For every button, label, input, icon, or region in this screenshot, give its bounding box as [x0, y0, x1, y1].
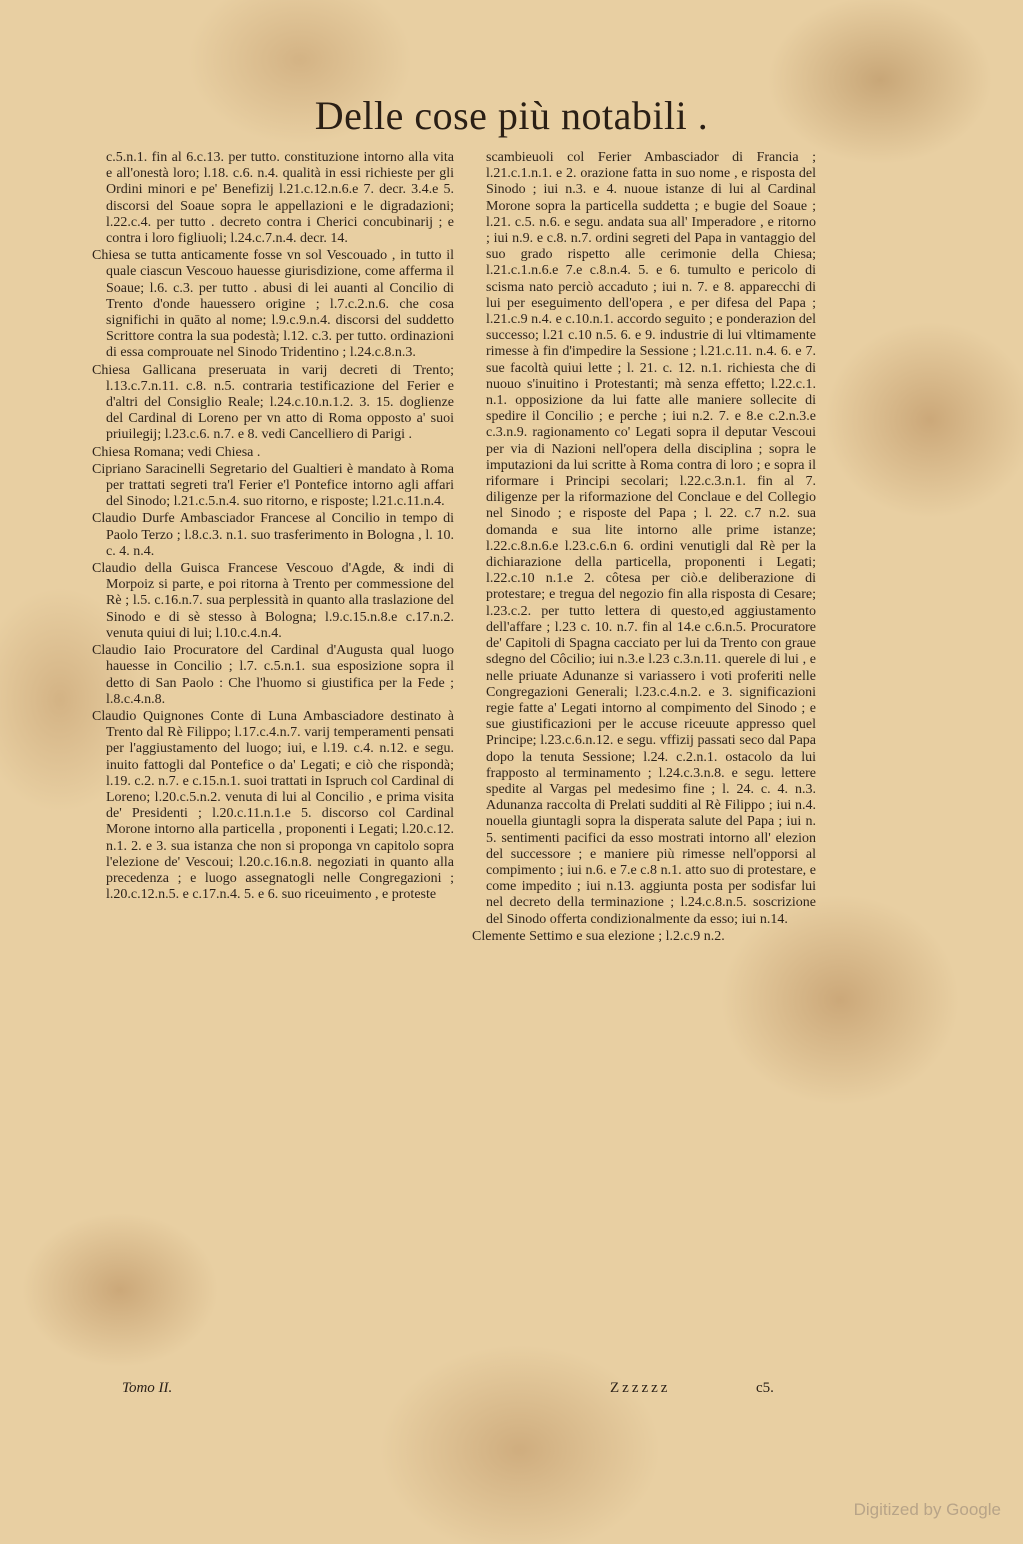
digitization-watermark: Digitized by Google: [853, 1500, 1001, 1519]
right-column: [472, 150, 816, 946]
index-entry: Claudio Durfe Ambasciador Francese al Concilio in tempo di Paolo Terzo ; l.8.c.3. n.1. suo trasferimento in Bologna , l. 10. c. 4. n.4.: [92, 511, 454, 559]
volume-label: Tomo II.: [122, 1380, 173, 1396]
catchword: c5.: [756, 1380, 774, 1396]
index-entry: Clemente Settimo e sua elezione ; l.2.c.9 n.2.: [472, 928, 725, 944]
index-entry: Claudio Iaio Procuratore del Cardinal d'Augusta qual luogo hauesse in Concilio ; l.7. c.5.n.1. sua esposizione sopra il detto di San Paolo : Che l'huomo si giustifica per la Fede ; l.8.c.4.n.8.: [92, 643, 454, 707]
index-entry: Chiesa Romana; vedi Chiesa .: [92, 444, 261, 460]
index-entry: c.5.n.1. fin al 6.c.13. per tutto. constituzione intorno alla vita e all'onestà loro; l.18. c.6. n.4. qualità in essi richieste per gli Ordini minori e pe' Benefizij l.21.c.12.n.6.e 7. decr. 3.4.e 5. discorsi del Soaue sopra le appellazioni e le digradazioni; l.22.c.4. per tutto . decreto contra i Cherici concubinarij ; e contra i loro figliuoli; l.24.c.7.n.4. decr. 14.: [106, 150, 454, 247]
page-header-title: Delle cose più notabili .: [314, 93, 709, 138]
left-column: [92, 150, 454, 904]
index-entry: scambieuoli col Ferier Ambasciador di Francia ; l.21.c.1.n.1. e 2. orazione fatta in suo nome , e risposta del Sinodo ; iui n.3. e 4. nuoue istanze di lui al Cardinal Morone sopra la particella suddetta ; e bugie del Soaue ; l.21. c.5. n.6. e segu. andata sua all' Imperadore , e ritorno ; iui n.9. e c.8. n.7. ordini segreti del Papa in vantaggio del suo grado rispetto alle cerimonie della Chiesa; l.21.c.1.n.6.e 7.e c.8.n.4. 5. e 6. tumulto e pericolo di scisma nato perciò accaduto ; iui n. 7. e 8. apparecchi di lui per eseguimento dell'opera , e per difesa del Papa ; l.21.c.9 n.4. e c.10.n.1. accordo seguito ; e ponderazion del successo; l.21 c.10 n.5. 6. e 9. industrie di lui vltimamente rimesse à fin d'impedire la Sessione ; l.21.c.11. n.4. 6. e 7. sue facoltà quiui lette ; l. 21. c. 12. n.1. richiesta che di nuouo s'inuitino i Protestanti; mà senza effetto; l.22.c.1. n.1. opposizione da lui fatte alle maniere sollecite di spedire il Concilio ; e perche ; iui n.2. 7. e 8.e c.2.n.3.e c.3.n.9. ragionamento co' Legati sopra il deputar Vescoui per via di Nazioni nell'opera della disciplina ; sopra le imputazioni da lui scritte à Roma contra di loro ; e sopra il riformare i Principi secolari; l.22.c.3.n.1. fin al 7. diligenze per la riformazione del Conclaue e del Collegio nel Sinodo ; e risposte del Papa ; l. 22. c.7 n.2. sua domanda e sua lite intorno alle prime istanze; l.22.c.8.n.6.e l.23.c.6.n 6. ordini venutigli dal Rè per la dichiarazione della particella, proponenti i Legati; l.22.c.10 n.1.e 2. côtesa per ciò.e deliberazione di protestare; e tregua del negozio fin alla risposta di Cesare; l.23.c.2. per tutto lettera di questo,ed aggiustamento dell'affare ; l.23 c. 10. n.7. fin al 14.e c.6.n.5. Procuratore de' Capitoli di Spagna cacciato per lui da Trento con graue sdegno del Côcilio; iui n.3.e l.23 c.3.n.11. querele di lui , e nelle priuate Adunanze si variassero i voti proferiti nelle Congregazioni Generali; l.23.c.4.n.2. e 3. significazioni regie fatte a' Legati intorno al compimento del Sinodo ; e sue giustificazioni per le accuse riceuute appresso quel Principe; l.23.c.6.n.12. e segu. vffizij passati seco dal Papa dopo la tenuta Sessione; l.24. c.2.n.1. ostacolo da lui frapposto al terminamento ; l.24.c.3.n.8. e segu. lettere spedite al Vargas pel medesimo fine ; l. 24. c. 4. n.3. Adunanza raccolta di Prelati sudditi al Rè Filippo ; iui n.4. nouella giuntagli sopra la disperata salute del Papa ; iui n. 5. sentimenti pacifici da esso mostrati intorno all' elezion del successore ; e maniere più rimesse nell'opporsi al compimento ; iui n.6. e 7.e c.8 n.1. atto suo di protestare, e come impedito ; iui n.13. aggiunta posta per sodisfar lui nel decreto della terminazione ; l.24.c.8.n.5. soscrizione del Sinodo offerta condizionalmente da esso; iui n.14.: [486, 150, 816, 927]
index-entry: Claudio Quignones Conte di Luna Ambasciadore destinato à Trento dal Rè Filippo; l.17.c.4.n.7. varij temperamenti pensati per l'aggiustamento del luogo; iui, e l.19. c.4. n.12. e segu. inuito fattogli dal Pontefice o da' Legati; e ciò che rispondà; l.19. c.2. n.7. e c.15.n.1. suoi trattati in Ispruch col Cardinal di Loreno; l.20.c.5.n.2. venuta di lui al Concilio , e prima visita de' Presidenti ; l.20.c.11.n.1.e 5. discorso col Cardinal Morone intorno alla particella , proponenti i Legati; l.20.c.12. n.1. 2. e 3. sua istanza che non si proponga vn capitolo sopra l'elezione de' Vescoui; l.20.c.16.n.8. negoziati in quanto alla precedenza ; e luogo assegnatogli nelle Congregazioni ; l.20.c.12.n.5. e c.17.n.4. 5. e 6. suo riceuimento , e proteste: [92, 708, 454, 903]
index-entry: Claudio della Guisca Francese Vescouo d'Agde, & indi di Morpoiz si parte, e poi ritorna à Trento per commessione del Rè ; l.5. c.16.n.7. sua perplessità in quanto alla traslazione del Sinodo e di sè stesso à Bologna; l.9.c.15.n.8.e c.17.n.2. venuta quiui di lui; l.10.c.4.n.4.: [92, 561, 454, 641]
index-entry: Cipriano Saracinelli Segretario del Gualtieri è mandato à Roma per trattati segreti tra'l Ferier e'l Pontefice intorno agli affari del Sinodo; l.21.c.5.n.4. suo ritorno, e risposte; l.21.c.11.n.4.: [92, 461, 454, 510]
signature-mark: Zzzzzz: [610, 1380, 671, 1396]
index-entry: Chiesa se tutta anticamente fosse vn sol Vescouado , in tutto il quale ciascun Vescouo hauesse giurisdizione, come afferma il Soaue; l.6. c.3. per tutto . abusi di lei auanti al Concilio di Trento d'onde hauessero origine ; l.7.c.2.n.6. che cosa significhi in quāto al nome; l.9.c.9.n.4. discorsi del suddetto Scrittore contra la sua podestà; l.12. c.3. per tutto. ordinazioni di essa comprouate nel Sinodo Tridentino ; l.24.c.8.n.3.: [92, 248, 454, 361]
index-entry: Chiesa Gallicana preseruata in varij decreti di Trento; l.13.c.7.n.11. c.8. n.5. contraria testificazione del Ferier e d'altri del Consiglio Reale; l.24.c.10.n.1.2. 3. 15. doglienze del Cardinal di Loreno per vn atto di Roma opposto a' suoi priuilegij; l.23.c.6. n.7. e 8. vedi Cancelliero di Parigi .: [92, 362, 454, 443]
